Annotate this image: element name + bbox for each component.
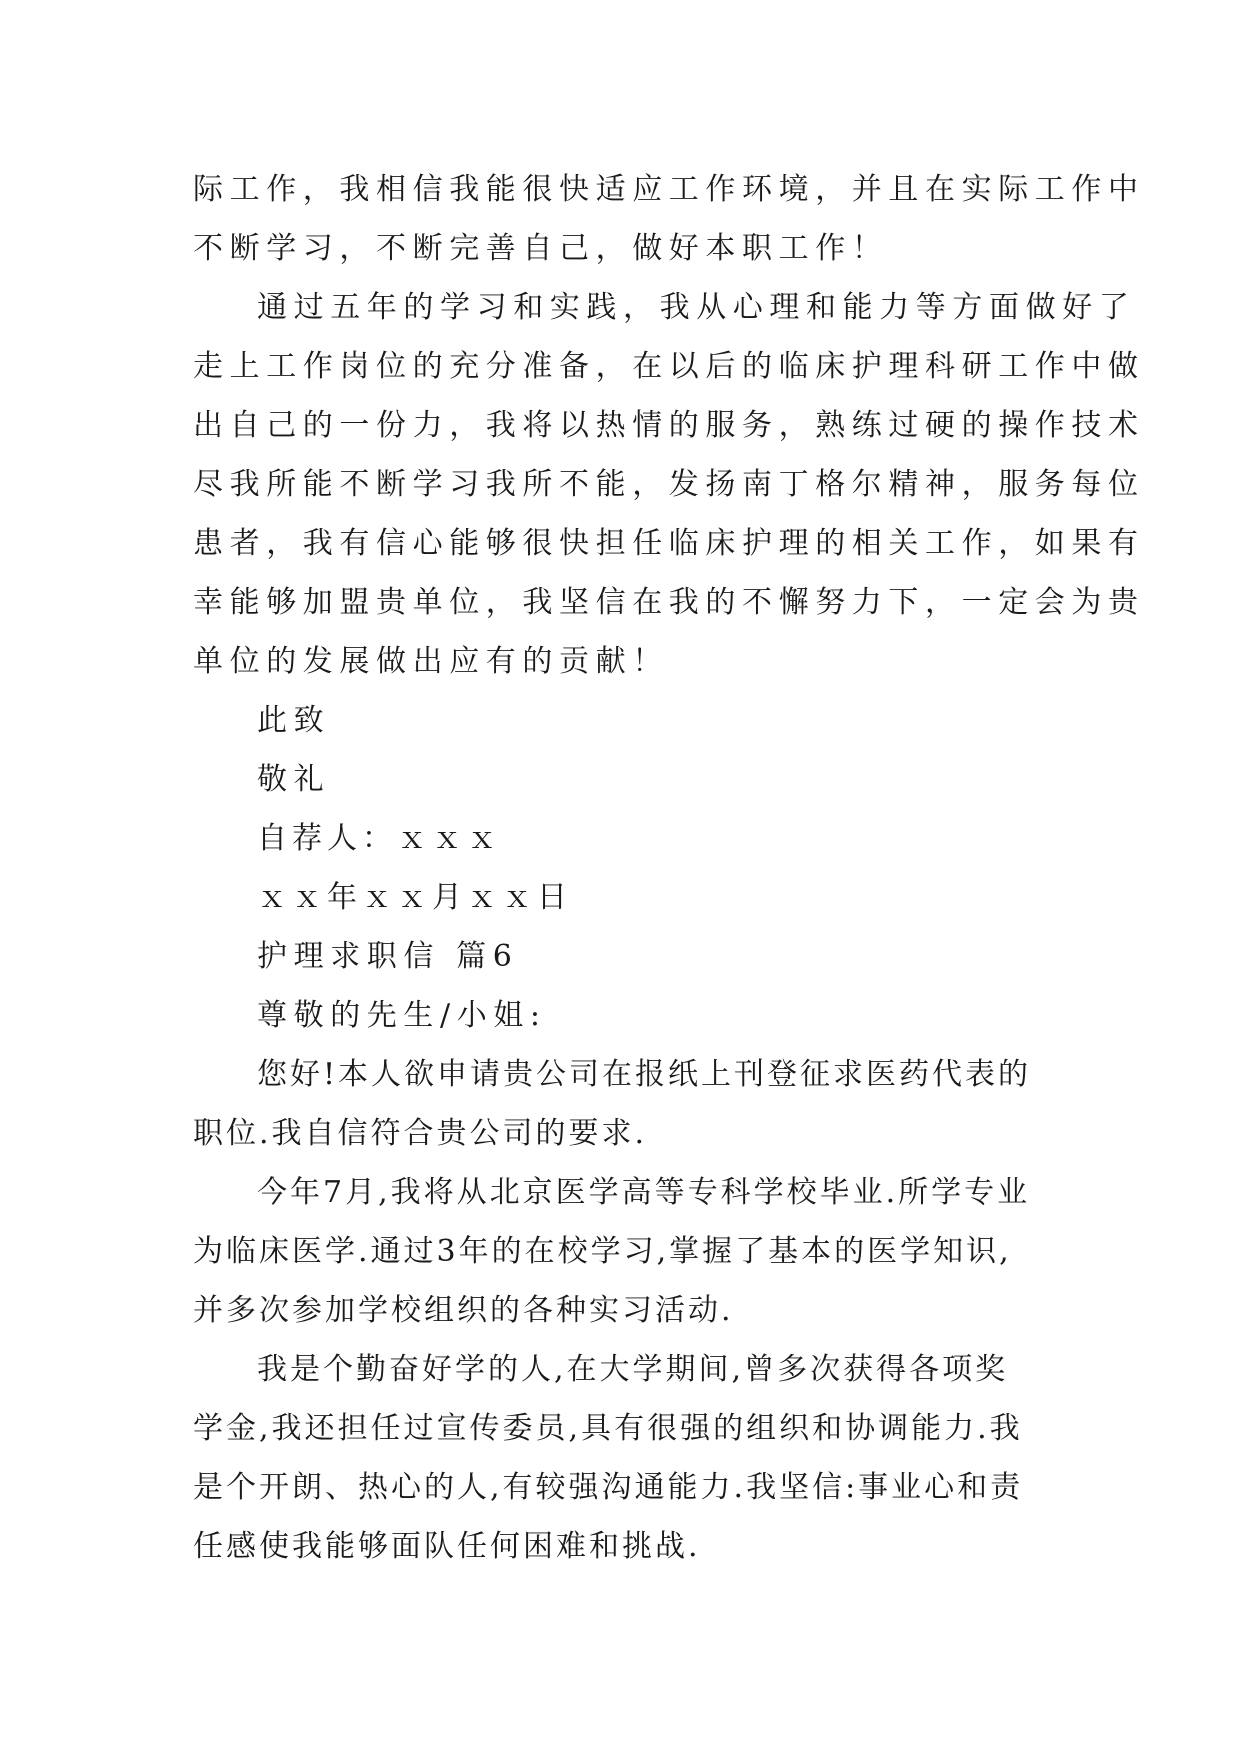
text-line: 此致 [257, 703, 331, 738]
text-line: 通过五年的学习和实践，我从心理和能力等方面做好了 [257, 290, 1136, 325]
text-line: 职位.我自信符合贵公司的要求. [193, 1116, 648, 1151]
text-line: 我是个勤奋好学的人,在大学期间,曾多次获得各项奖 [257, 1352, 1009, 1387]
text-line: 为临床医学.通过3年的在校学习,掌握了基本的医学知识, [193, 1234, 1012, 1269]
text-line: 并多次参加学校组织的各种实习活动. [193, 1293, 734, 1328]
text-line: 出自己的一份力，我将以热情的服务，熟练过硬的操作技术 [193, 408, 1145, 443]
text-line: 尽我所能不断学习我所不能，发扬南丁格尔精神，服务每位 [193, 467, 1145, 502]
text-line: 患者，我有信心能够很快担任临床护理的相关工作，如果有 [193, 526, 1145, 561]
text-line: 今年7月,我将从北京医学高等专科学校毕业.所学专业 [257, 1175, 1031, 1210]
text-line: 尊敬的先生/小姐: [257, 998, 547, 1033]
text-line: 护理求职信 篇6 [257, 939, 519, 974]
text-line: 任感使我能够面队任何困难和挑战. [193, 1529, 701, 1564]
text-line: ｘｘ年ｘｘ月ｘｘ日 [257, 880, 572, 915]
text-line: 际工作，我相信我能很快适应工作环境，并且在实际工作中 [193, 172, 1145, 207]
text-line: 敬礼 [257, 762, 331, 797]
document-body [193, 160, 1145, 1576]
text-line: 单位的发展做出应有的贡献！ [193, 644, 669, 679]
text-line: 是个开朗、热心的人,有较强沟通能力.我坚信:事业心和责 [193, 1470, 1024, 1505]
text-line: 您好!本人欲申请贵公司在报纸上刊登征求医药代表的 [257, 1057, 1032, 1092]
text-line: 学金,我还担任过宣传委员,具有很强的组织和协调能力.我 [193, 1411, 1023, 1446]
text-line: 自荐人：ｘｘｘ [257, 821, 502, 856]
text-line: 幸能够加盟贵单位，我坚信在我的不懈努力下，一定会为贵 [193, 585, 1145, 620]
text-line: 走上工作岗位的充分准备，在以后的临床护理科研工作中做 [193, 349, 1145, 384]
text-line: 不断学习，不断完善自己，做好本职工作！ [193, 231, 889, 266]
